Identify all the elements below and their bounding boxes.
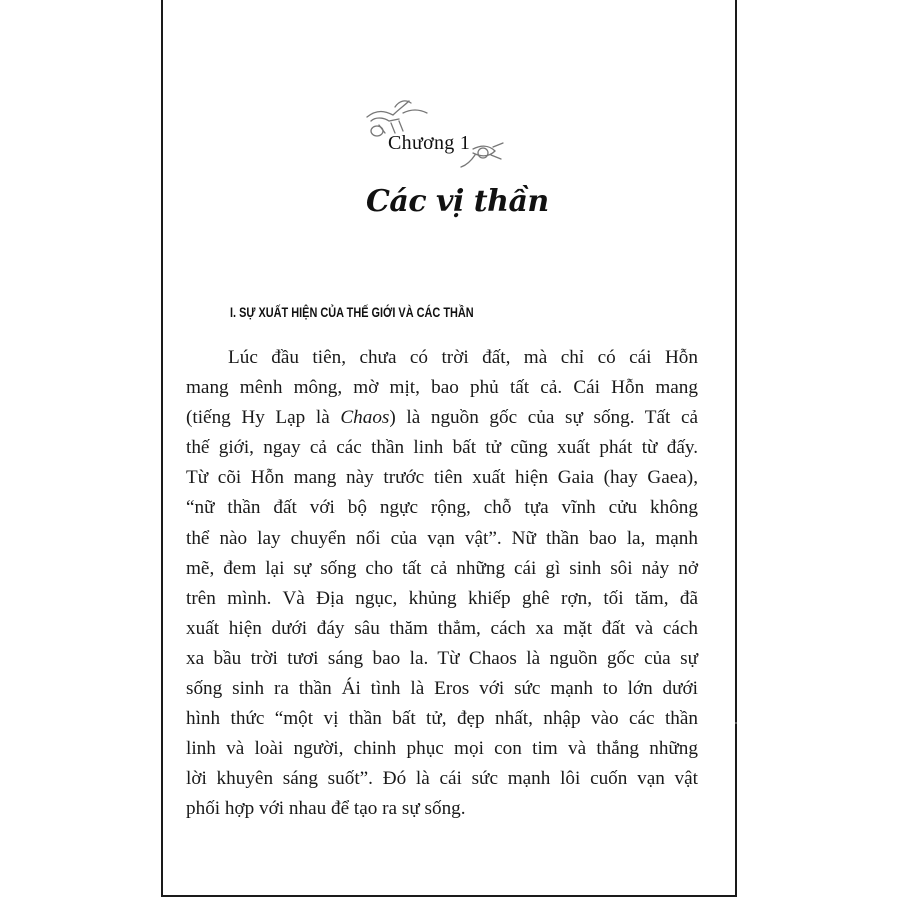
body-line: mang mênh mông, mờ mịt, bao phủ tất cả. Cái Hỗn mang — [186, 377, 698, 399]
body-line: mẽ, đem lại sự sống cho tất cả những cái gì sinh sôi nảy nở — [186, 557, 698, 579]
body-line: thế giới, ngay cả các thần linh bất tử cũng xuất phát từ đấy. — [186, 437, 698, 459]
body-paragraph — [186, 343, 698, 825]
section-heading: I. SỰ XUẤT HIỆN CỦA THẾ GIỚI VÀ CÁC THẦN — [230, 304, 474, 320]
body-line: Từ cõi Hỗn mang này trước tiên xuất hiện Gaia (hay Gaea), — [186, 467, 698, 489]
body-line: phối hợp với nhau để tạo ra sự sống. — [186, 798, 466, 820]
body-line: sống sinh ra thần Ái tình là Eros với sức mạnh to lớn dưới — [186, 678, 698, 700]
chapter-label: Chương 1 — [388, 132, 471, 154]
body-line: linh và loài người, chinh phục mọi con tim và thắng những — [186, 738, 698, 760]
chapter-title: Các vị thần — [366, 184, 549, 219]
body-line: trên mình. Và Địa ngục, khủng khiếp ghê rợn, tối tăm, đã — [186, 587, 698, 609]
scan-speck — [735, 722, 737, 724]
body-line: “nữ thần đất với bộ ngực rộng, chỗ tựa vĩnh cửu không — [186, 497, 698, 519]
body-line: xuất hiện dưới đáy sâu thăm thẳm, cách xa mặt đất và cách — [186, 617, 698, 639]
body-line: xa bầu trời tươi sáng bao la. Từ Chaos là nguồn gốc của sự — [186, 647, 698, 669]
body-line: hình thức “một vị thần bất tử, đẹp nhất, nhập vào các thần — [186, 708, 698, 730]
body-line: (tiếng Hy Lạp là Chaos) là nguồn gốc của sự sống. Tất cả — [186, 407, 698, 429]
body-line: Lúc đầu tiên, chưa có trời đất, mà chỉ có cái Hỗn — [228, 347, 698, 368]
body-line: lời khuyên sáng suốt”. Đó là cái sức mạnh lôi cuốn vạn vật — [186, 768, 698, 790]
body-line: thể nào lay chuyển nổi của vạn vật”. Nữ thần bao la, mạnh — [186, 527, 698, 549]
